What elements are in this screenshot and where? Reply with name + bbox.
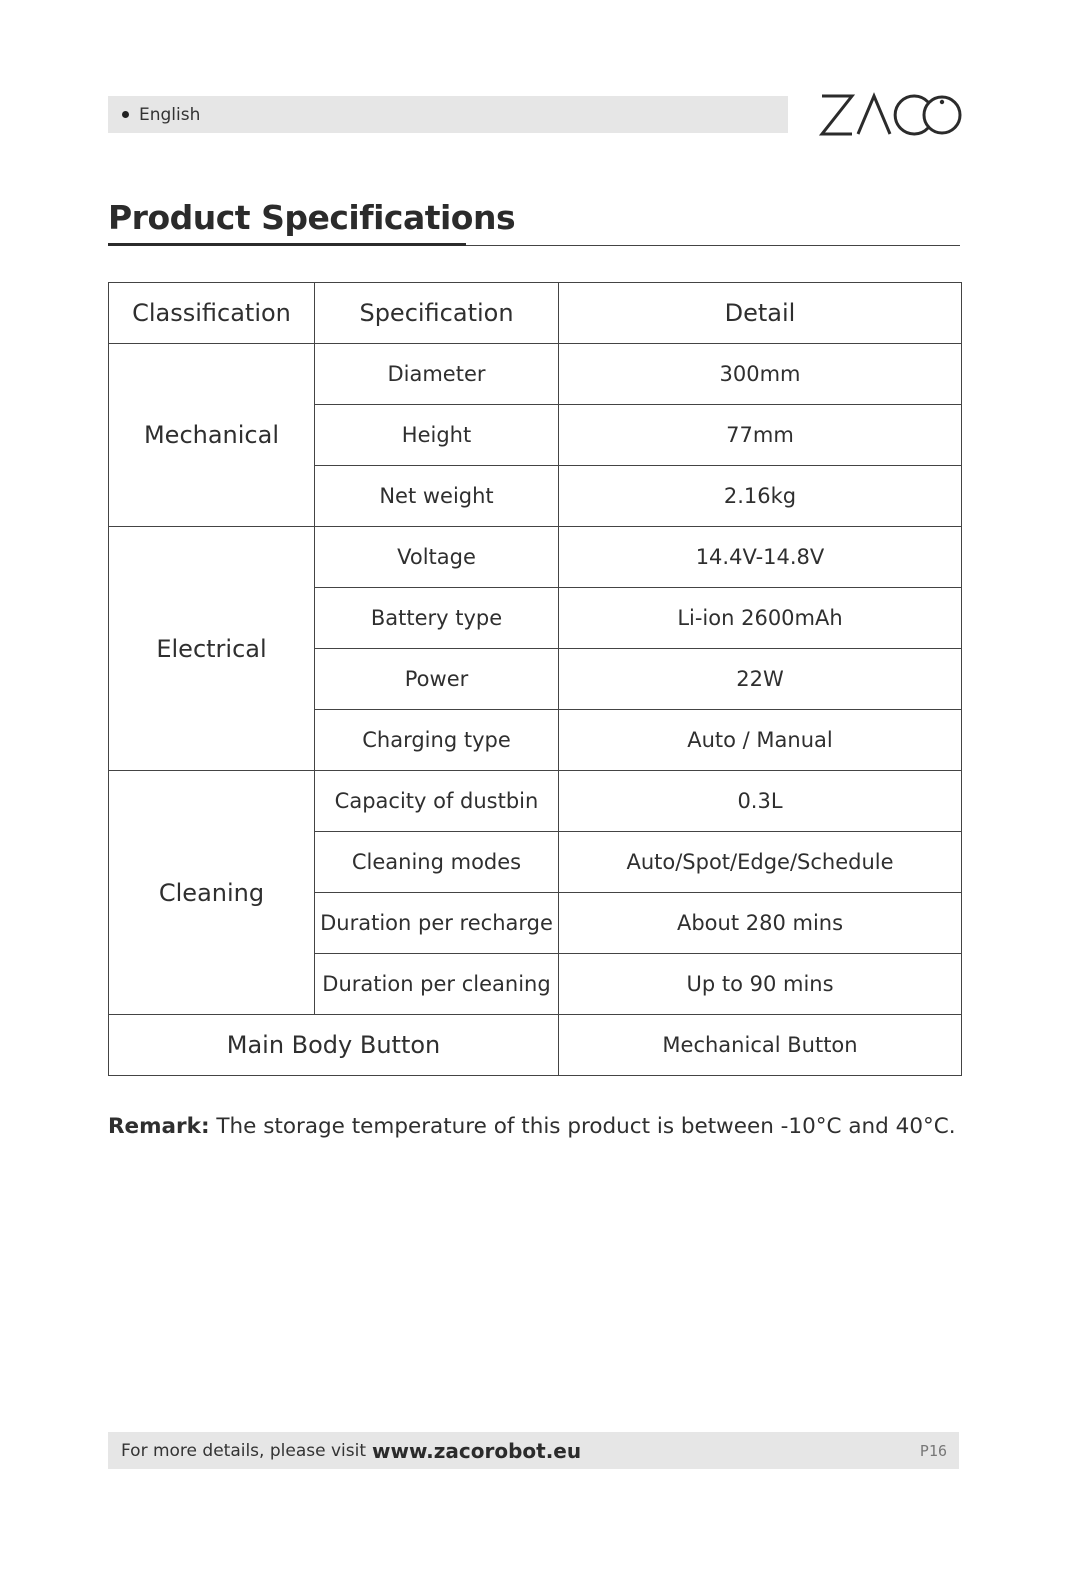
spec-cell: Cleaning modes [315, 832, 559, 893]
spec-cell: Capacity of dustbin [315, 771, 559, 832]
spec-cell: Duration per recharge [315, 893, 559, 954]
remark-label: Remark: [108, 1114, 210, 1139]
detail-cell: Up to 90 mins [559, 954, 962, 1015]
classification-cell: Mechanical [109, 344, 315, 527]
footer-bar [108, 1432, 959, 1469]
spec-table [108, 282, 962, 1076]
bullet-icon [122, 111, 129, 118]
header-detail: Detail [559, 283, 962, 344]
remark-text: The storage temperature of this product is between -10°C and 40°C. [209, 1114, 956, 1139]
detail-cell: About 280 mins [559, 893, 962, 954]
zaco-logo [818, 92, 962, 138]
spec-cell: Diameter [315, 344, 559, 405]
detail-cell: 14.4V-14.8V [559, 527, 962, 588]
remark [108, 1114, 956, 1139]
spec-cell: Battery type [315, 588, 559, 649]
header-classification: Classification [109, 283, 315, 344]
title-underline [108, 243, 466, 246]
detail-cell: 300mm [559, 344, 962, 405]
classification-cell: Cleaning [109, 771, 315, 1015]
detail-cell: 22W [559, 649, 962, 710]
spec-cell: Duration per cleaning [315, 954, 559, 1015]
spec-cell: Power [315, 649, 559, 710]
detail-cell: Li-ion 2600mAh [559, 588, 962, 649]
detail-cell: 2.16kg [559, 466, 962, 527]
footer-text: For more details, please visit [121, 1440, 366, 1461]
table-row [109, 344, 962, 405]
detail-cell: 0.3L [559, 771, 962, 832]
spec-cell: Charging type [315, 710, 559, 771]
footer-url-link[interactable]: www.zacorobot.eu [372, 1438, 582, 1463]
classification-cell: Electrical [109, 527, 315, 771]
detail-cell: Auto/Spot/Edge/Schedule [559, 832, 962, 893]
table-row [109, 527, 962, 588]
detail-cell: 77mm [559, 405, 962, 466]
spec-cell: Height [315, 405, 559, 466]
main-body-button-detail: Mechanical Button [559, 1015, 962, 1076]
language-bar [108, 96, 788, 133]
page-title: Product Specifications [108, 198, 516, 237]
table-row [109, 1015, 962, 1076]
detail-cell: Auto / Manual [559, 710, 962, 771]
spec-cell: Net weight [315, 466, 559, 527]
table-row [109, 771, 962, 832]
page-number: P16 [919, 1441, 947, 1460]
spec-cell: Voltage [315, 527, 559, 588]
main-body-button-label: Main Body Button [109, 1015, 559, 1076]
table-header-row [109, 283, 962, 344]
header-specification: Specification [315, 283, 559, 344]
language-label: English [139, 104, 201, 125]
